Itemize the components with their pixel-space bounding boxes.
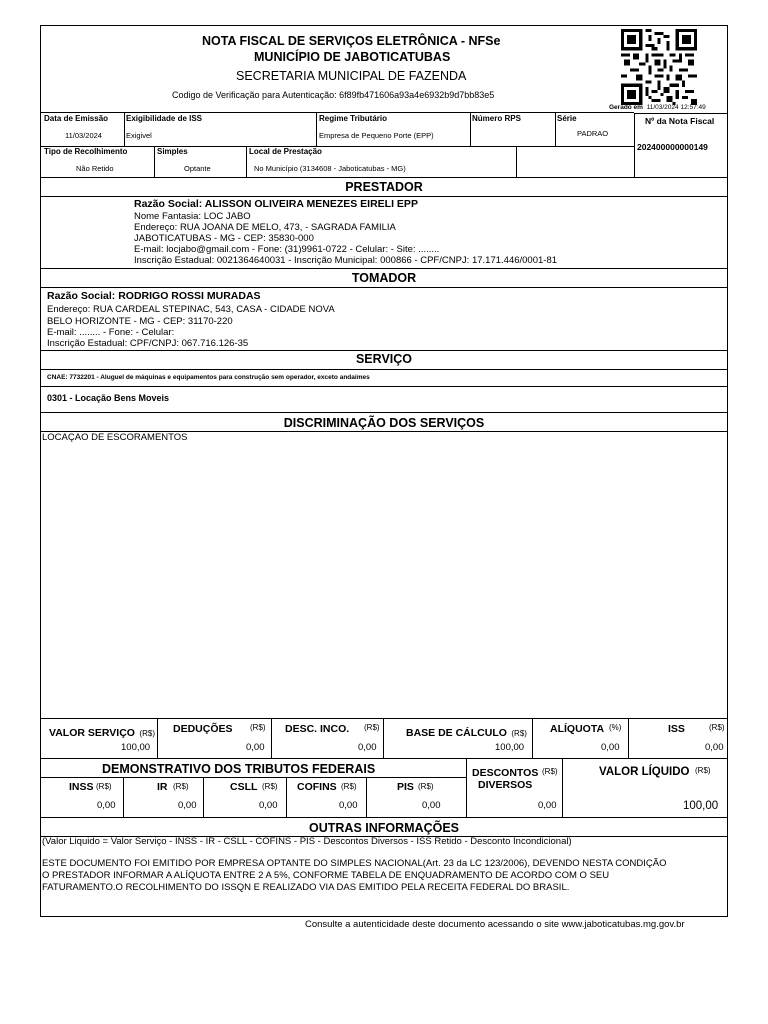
pis-value: 0,00 <box>422 800 441 811</box>
deducoes-label: DEDUÇÕES <box>173 723 233 735</box>
valor-servico-label-text: VALOR SERVIÇO <box>49 727 135 739</box>
inss-value: 0,00 <box>97 800 116 811</box>
prestador-line: JABOTICATUBAS - MG - CEP: 35830-000 <box>134 233 314 244</box>
iss-label: ISS <box>668 723 685 735</box>
base-calculo-label <box>406 724 527 740</box>
valor-servico-label <box>49 724 155 740</box>
csll-label: CSLL <box>230 781 258 793</box>
simples-value: Optante <box>184 164 211 173</box>
prestador-line: E-mail: locjabo@gmail.com - Fone: (31)9961-0722 - Celular: - Site: ........ <box>134 244 440 255</box>
pis-label: PIS <box>397 781 414 793</box>
exigibilidade-label: Exigibilidade de ISS <box>126 114 203 123</box>
base-calculo-value: 100,00 <box>495 742 525 753</box>
valor-liquido-unit: (R$) <box>695 766 711 775</box>
desc-inco-value: 0,00 <box>358 742 377 753</box>
inss-unit: (R$) <box>96 782 112 791</box>
descontos-unit: (R$) <box>542 767 558 776</box>
iss-unit: (R$) <box>709 723 725 732</box>
discriminacao-text: LOCAÇAO DE ESCORAMENTOS <box>42 432 188 443</box>
outras-info-section-title: OUTRAS INFORMAÇÕES <box>309 821 459 835</box>
cofins-label: COFINS <box>297 781 337 793</box>
tomador-line: Endereço: RUA CARDEAL STEPINAC, 543, CASA - CIDADE NOVA <box>47 304 335 315</box>
tomador-line: Inscrição Estadual: CPF/CNPJ: 067.716.126-35 <box>47 338 249 349</box>
simples-label: Simples <box>157 147 188 156</box>
valor-liquido-formula: (Valor Liquido = Valor Serviço - INSS - IR - CSLL - COFINS - PIS - Descontos Diversos - ISS Retido - Desconto Incondicional) <box>42 836 572 847</box>
inss-label: INSS <box>69 781 94 793</box>
local-prestacao-label: Local de Prestação <box>249 147 322 156</box>
municipality-name: MUNICÍPIO DE JABOTICATUBAS <box>254 50 451 64</box>
generated-label: Gerado em <box>609 104 643 111</box>
csll-unit: (R$) <box>262 782 278 791</box>
generated-at <box>609 105 706 112</box>
cofins-unit: (R$) <box>341 782 357 791</box>
desc-inco-unit: (R$) <box>364 723 380 732</box>
descontos-label: DESCONTOS <box>472 767 539 779</box>
outras-info-line: O PRESTADOR INFORMAR A ALÍQUOTA ENTRE 2 A 5%, CONFORME TABELA DE ENQUADRAMENTO DE ACORDO COM O SEU <box>42 870 610 881</box>
outras-info-line: ESTE DOCUMENTO FOI EMITIDO POR EMPRESA OPTANTE DO SIMPLES NACIONAL(Art. 23 da LC 123/2006), DEVENDO NESTA CONDIÇÃO <box>42 858 667 869</box>
servico-section-title: SERVIÇO <box>355 352 413 366</box>
recolhimento-label: Tipo de Recolhimento <box>44 147 128 156</box>
generated-value: 11/03/2024 12:57:49 <box>646 104 706 111</box>
pis-unit: (R$) <box>418 782 434 791</box>
cofins-value: 0,00 <box>339 800 358 811</box>
prestador-line: Nome Fantasia: LOC JABO <box>134 211 251 222</box>
desc-inco-label: DESC. INCO. <box>285 723 350 735</box>
regime-value: Empresa de Pequeno Porte (EPP) <box>319 131 434 140</box>
service-item: 0301 - Locação Bens Moveis <box>47 393 170 403</box>
tomador-line: E-mail: ........ - Fone: - Celular: <box>47 327 175 338</box>
tomador-line: BELO HORIZONTE - MG - CEP: 31170-220 <box>47 316 233 327</box>
aliquota-unit: (%) <box>609 723 622 732</box>
aliquota-label: ALÍQUOTA <box>550 723 605 735</box>
base-calculo-label-text: BASE DE CÁLCULO <box>406 727 507 739</box>
verification-code: Codigo de Verificação para Autenticação: 6f89fb471606a93a4e6932b9d7bb83e5 <box>172 90 495 100</box>
aliquota-value: 0,00 <box>601 742 620 753</box>
discriminacao-section-title: DISCRIMINAÇÃO DOS SERVIÇOS <box>283 416 485 430</box>
document-frame <box>40 25 728 917</box>
outras-info-line: FATURAMENTO.O RECOLHIMENTO DO ISSQN E REALIZADO VIA DAS EMITIDO PELA RECEITA FEDERAL DO BRASIL. <box>42 882 570 893</box>
cnae-description: CNAE: 7732201 - Aluguel de máquinas e equipamentos para construção sem operador, exceto andaimes <box>47 374 370 381</box>
prestador-razao-social: Razão Social: ALISSON OLIVEIRA MENEZES EIRELI EPP <box>134 198 418 210</box>
csll-value: 0,00 <box>259 800 278 811</box>
qr-code-icon <box>621 29 697 105</box>
nota-number-value: 202400000000149 <box>637 142 708 152</box>
prestador-section-title: PRESTADOR <box>345 180 423 194</box>
prestador-line: Inscrição Estadual: 0021364640031 - Inscrição Municipal: 000866 - CPF/CNPJ: 17.171.446/0001-81 <box>134 255 558 266</box>
ir-label: IR <box>157 781 168 793</box>
tomador-section-title: TOMADOR <box>351 271 417 285</box>
regime-label: Regime Tributário <box>319 114 388 123</box>
data-emissao-value: 11/03/2024 <box>65 131 102 140</box>
valor-liquido-value: 100,00 <box>683 800 719 812</box>
tributos-section-title: DEMONSTRATIVO DOS TRIBUTOS FEDERAIS <box>102 762 376 776</box>
nota-number-label: Nº da Nota Fiscal <box>645 116 715 126</box>
valor-servico-value: 100,00 <box>121 742 151 753</box>
ir-unit: (R$) <box>173 782 189 791</box>
document-title: NOTA FISCAL DE SERVIÇOS ELETRÔNICA - NFSe <box>202 34 501 48</box>
exigibilidade-value: Exigivel <box>126 131 152 140</box>
authenticity-footer: Consulte a autenticidade deste documento acessando o site www.jaboticatubas.mg.gov.br <box>305 919 685 930</box>
iss-value: 0,00 <box>705 742 724 753</box>
secretariat-name: SECRETARIA MUNICIPAL DE FAZENDA <box>236 69 467 83</box>
descontos-label-diversos: DIVERSOS <box>478 779 533 791</box>
numero-rps-label: Número RPS <box>472 114 521 123</box>
local-prestacao-value: No Município (3134608 - Jaboticatubas - MG) <box>254 164 406 173</box>
prestador-line: Endereço: RUA JOANA DE MELO, 473, - SAGRADA FAMILIA <box>134 222 396 233</box>
serie-label: Série <box>557 114 577 123</box>
descontos-value: 0,00 <box>538 800 557 811</box>
deducoes-value: 0,00 <box>246 742 265 753</box>
serie-value: PADRAO <box>577 129 609 138</box>
unit-label: (R$) <box>511 729 527 738</box>
tomador-razao-social: Razão Social: RODRIGO ROSSI MURADAS <box>47 290 261 302</box>
ir-value: 0,00 <box>178 800 197 811</box>
data-emissao-label: Data de Emissão <box>44 114 109 123</box>
recolhimento-value: Não Retido <box>76 164 114 173</box>
deducoes-unit: (R$) <box>250 723 266 732</box>
valor-liquido-label: VALOR LÍQUIDO <box>599 766 690 778</box>
unit-label: (R$) <box>139 729 155 738</box>
